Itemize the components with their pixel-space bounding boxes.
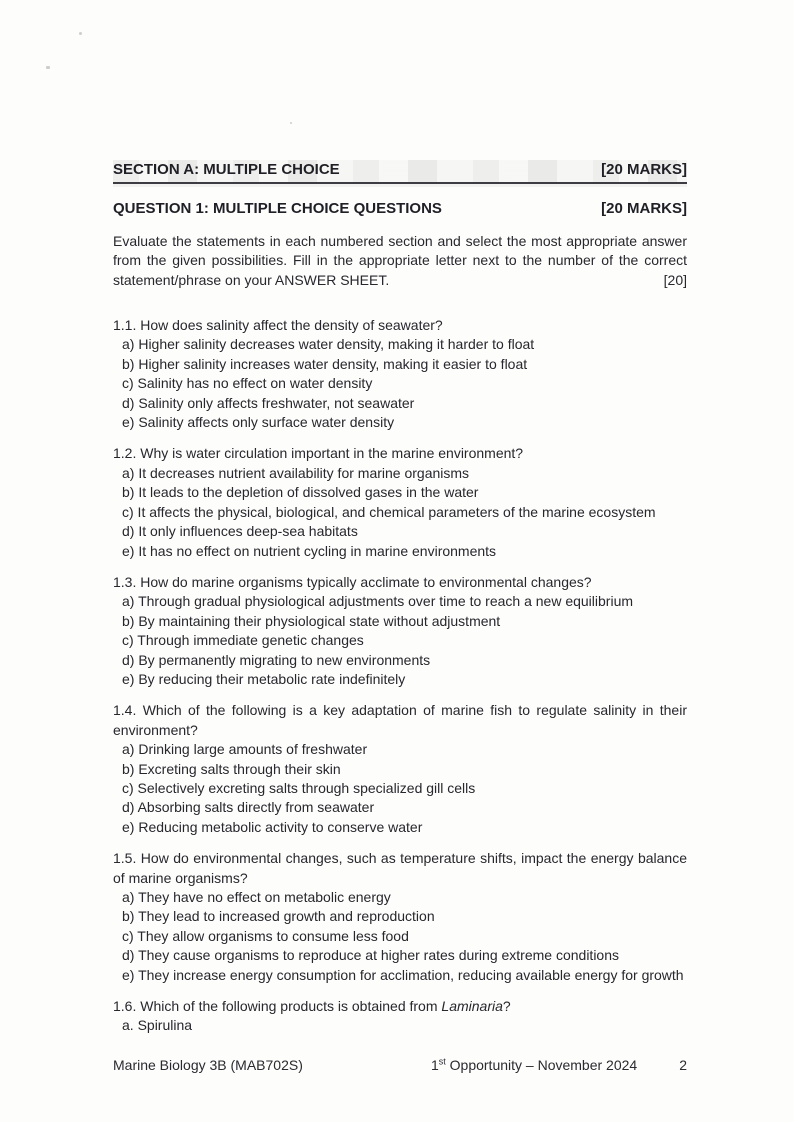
option-line: d) It only influences deep-sea habitats bbox=[122, 523, 358, 540]
option-line: d) By permanently migrating to new environments bbox=[122, 651, 431, 668]
option-line: b) It leads to the depletion of dissolved gases in the water bbox=[122, 484, 479, 501]
option-line: b) Excreting salts through their skin bbox=[122, 760, 341, 777]
footer-opportunity-number: 1 bbox=[430, 1057, 439, 1073]
option-line: b) Higher salinity increases water density, making it easier to float bbox=[122, 355, 528, 372]
options-list bbox=[113, 464, 687, 561]
option-line: d) They cause organisms to reproduce at higher rates during extreme conditions bbox=[122, 947, 620, 964]
section-marks: [20 MARKS] bbox=[601, 161, 687, 178]
question-text bbox=[113, 997, 687, 1016]
question-text-part: 1.4. Which of the following is a key adaptation of marine fish to regulate salinity in their environment? bbox=[113, 702, 687, 738]
section-header bbox=[113, 160, 687, 184]
page-number: 2 bbox=[679, 1057, 687, 1073]
options-list bbox=[113, 335, 687, 432]
option-line: a) Higher salinity decreases water density, making it harder to float bbox=[122, 336, 535, 353]
question-header-title: QUESTION 1: MULTIPLE CHOICE QUESTIONS bbox=[113, 200, 442, 218]
question-text bbox=[113, 849, 687, 888]
footer-opportunity bbox=[431, 1056, 637, 1075]
option-line: e) It has no effect on nutrient cycling in marine environments bbox=[122, 542, 497, 559]
option-line: c) They allow organisms to consume less food bbox=[122, 927, 409, 944]
question-block bbox=[113, 573, 687, 689]
scan-speck bbox=[46, 66, 50, 69]
option-line: c) Selectively excreting salts through specialized gill cells bbox=[122, 779, 476, 796]
option-line: a) Drinking large amounts of freshwater bbox=[122, 741, 368, 758]
question-text-part: 1.3. How do marine organisms typically acclimate to environmental changes? bbox=[113, 573, 592, 590]
option-line: e) By reducing their metabolic rate indefinitely bbox=[122, 670, 406, 687]
question-text-part: 1.6. Which of the following products is obtained from bbox=[113, 998, 442, 1015]
instructions-marks: [20] bbox=[663, 271, 687, 288]
question-text-part: 1.1. How does salinity affect the density of seawater? bbox=[113, 317, 443, 334]
question-block bbox=[113, 701, 687, 837]
option-line: d) Absorbing salts directly from seawater bbox=[122, 799, 375, 816]
option-line: c) It affects the physical, biological, and chemical parameters of the marine ecosystem bbox=[122, 503, 656, 520]
option-line: a. Spirulina bbox=[122, 1017, 193, 1034]
question-text-part: ? bbox=[502, 998, 511, 1015]
option-line: e) Reducing metabolic activity to conserve water bbox=[122, 818, 423, 835]
instructions-paragraph bbox=[113, 232, 687, 290]
option-line: e) Salinity affects only surface water density bbox=[122, 414, 395, 431]
options-list bbox=[113, 592, 687, 689]
scan-speck bbox=[290, 122, 292, 124]
scan-speck bbox=[79, 32, 82, 35]
footer-course: Marine Biology 3B (MAB702S) bbox=[113, 1057, 303, 1073]
question-text bbox=[113, 444, 687, 463]
section-title: SECTION A: MULTIPLE CHOICE bbox=[113, 161, 340, 178]
page-footer bbox=[113, 1056, 687, 1075]
question-header bbox=[113, 199, 687, 218]
option-line: e) They increase energy consumption for acclimation, reducing available energy for growth bbox=[122, 966, 684, 983]
option-line: a) They have no effect on metabolic energy bbox=[122, 889, 391, 905]
options-list bbox=[113, 740, 687, 837]
question-block bbox=[113, 849, 687, 985]
option-line: c) Salinity has no effect on water density bbox=[122, 375, 373, 392]
instructions-text: Evaluate the statements in each numbered section and select the most appropriate answer from the given possibilities. Fill in the appropriate letter next to the number of the correct statement/phrase on your ANSWER SHEET. bbox=[113, 232, 687, 288]
question-block bbox=[113, 997, 687, 1036]
question-text bbox=[113, 573, 687, 592]
questions-list bbox=[113, 316, 687, 1036]
question-block bbox=[113, 444, 687, 560]
question-text bbox=[113, 701, 687, 740]
options-list bbox=[113, 1016, 687, 1035]
question-text bbox=[113, 316, 687, 335]
question-block bbox=[113, 316, 687, 432]
footer-right bbox=[431, 1056, 687, 1075]
option-line: a) It decreases nutrient availability for marine organisms bbox=[122, 464, 470, 481]
footer-opportunity-text: Opportunity – November 2024 bbox=[445, 1057, 638, 1073]
question-text-part: Laminaria bbox=[441, 998, 503, 1015]
options-list bbox=[113, 888, 687, 985]
option-line: d) Salinity only affects freshwater, not seawater bbox=[122, 394, 415, 411]
option-line: c) Through immediate genetic changes bbox=[122, 632, 364, 649]
question-text-part: 1.5. How do environmental changes, such as temperature shifts, impact the energy balance of marine organisms? bbox=[113, 850, 687, 886]
option-line: b) They lead to increased growth and reproduction bbox=[122, 908, 435, 925]
option-line: b) By maintaining their physiological state without adjustment bbox=[122, 612, 501, 629]
question-text-part: 1.2. Why is water circulation important in the marine environment? bbox=[113, 445, 524, 462]
question-header-marks: [20 MARKS] bbox=[601, 200, 687, 218]
option-line: a) Through gradual physiological adjustments over time to reach a new equilibrium bbox=[122, 593, 634, 610]
footer-opportunity-ordinal: st bbox=[438, 1056, 446, 1067]
